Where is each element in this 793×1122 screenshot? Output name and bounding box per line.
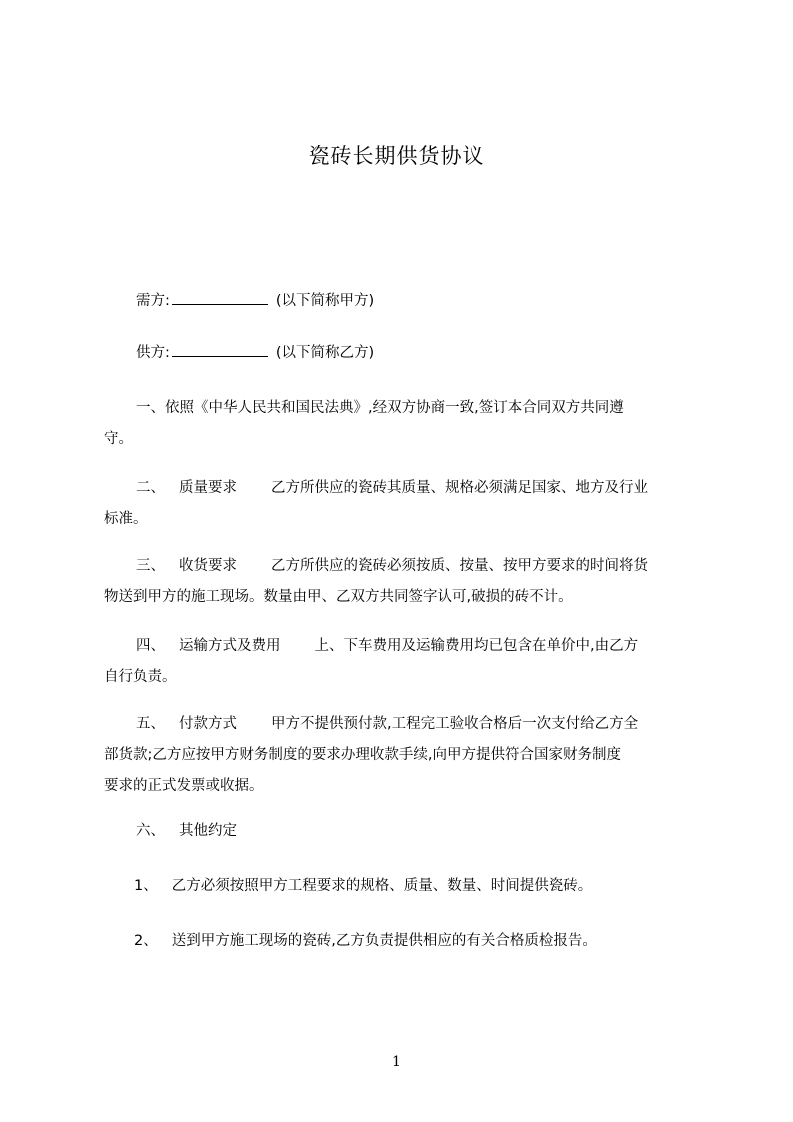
clause-2-number: 二、: [136, 480, 165, 496]
clause-4-text: 上、下车费用及运输费用均已包含在单价中,由乙方: [314, 638, 639, 654]
clause-5-number: 五、: [136, 716, 165, 732]
clause-3-text: 乙方所供应的瓷砖必须按质、按量、按甲方要求的时间将货: [271, 558, 648, 574]
clause-6-heading: 其他约定: [179, 823, 237, 839]
buyer-label: 需方:: [136, 293, 170, 309]
clause-2-heading: 质量要求: [179, 480, 237, 496]
clause-5-text: 甲方不提供预付款,工程完工验收合格后一次支付给乙方全: [271, 716, 639, 732]
item-2-number: 2、: [134, 933, 158, 949]
clause-2-text: 乙方所供应的瓷砖其质量、规格必须满足国家、地方及行业: [271, 480, 648, 496]
clause-4: [104, 631, 704, 693]
clause-5-heading: 付款方式: [179, 716, 237, 732]
supplier-name-blank: [172, 342, 268, 357]
item-1-number: 1、: [134, 878, 158, 894]
supplier-label: 供方:: [136, 345, 170, 361]
clause-3-number: 三、: [136, 558, 165, 574]
supplier-suffix: (以下简称乙方): [275, 345, 375, 361]
clause-1: [104, 393, 704, 455]
clause-3-heading: 收货要求: [179, 558, 237, 574]
clause-6-number: 六、: [136, 823, 165, 839]
clause-6: [104, 816, 704, 847]
clause-3: [104, 551, 704, 613]
clause-4-heading: 运输方式及费用: [179, 638, 281, 654]
item-2-text: 送到甲方施工现场的瓷砖,乙方负责提供相应的有关合格质检报告。: [171, 933, 597, 949]
item-1: [104, 871, 704, 902]
clause-5-line-3: 要求的正式发票或收据。: [104, 778, 264, 794]
buyer-name-blank: [172, 290, 268, 305]
clause-5-line-2: 部货款;乙方应按甲方财务制度的要求办理收款手续,向甲方提供符合国家财务制度: [104, 747, 621, 763]
buyer-suffix: (以下简称甲方): [275, 293, 375, 309]
clause-1-line-1: 一、依照《中华人民共和国民法典》,经双方协商一致,签订本合同双方共同遵: [136, 400, 624, 416]
clause-4-line-2: 自行负责。: [104, 669, 177, 685]
document-title: 瓷砖长期供货协议: [308, 144, 485, 168]
clause-3-line-2: 物送到甲方的施工现场。数量由甲、乙双方共同签字认可,破损的砖不计。: [104, 589, 573, 605]
clause-5: [104, 709, 704, 802]
clause-1-line-2: 守。: [104, 431, 133, 447]
buyer-line: [104, 286, 704, 317]
item-1-text: 乙方必须按照甲方工程要求的规格、质量、数量、时间提供瓷砖。: [171, 878, 593, 894]
page-number: 1: [392, 1054, 401, 1070]
clause-4-number: 四、: [136, 638, 165, 654]
item-2: [104, 926, 704, 957]
supplier-line: [104, 338, 704, 369]
clause-2: [104, 473, 704, 535]
clause-2-line-2: 标准。: [104, 511, 148, 527]
